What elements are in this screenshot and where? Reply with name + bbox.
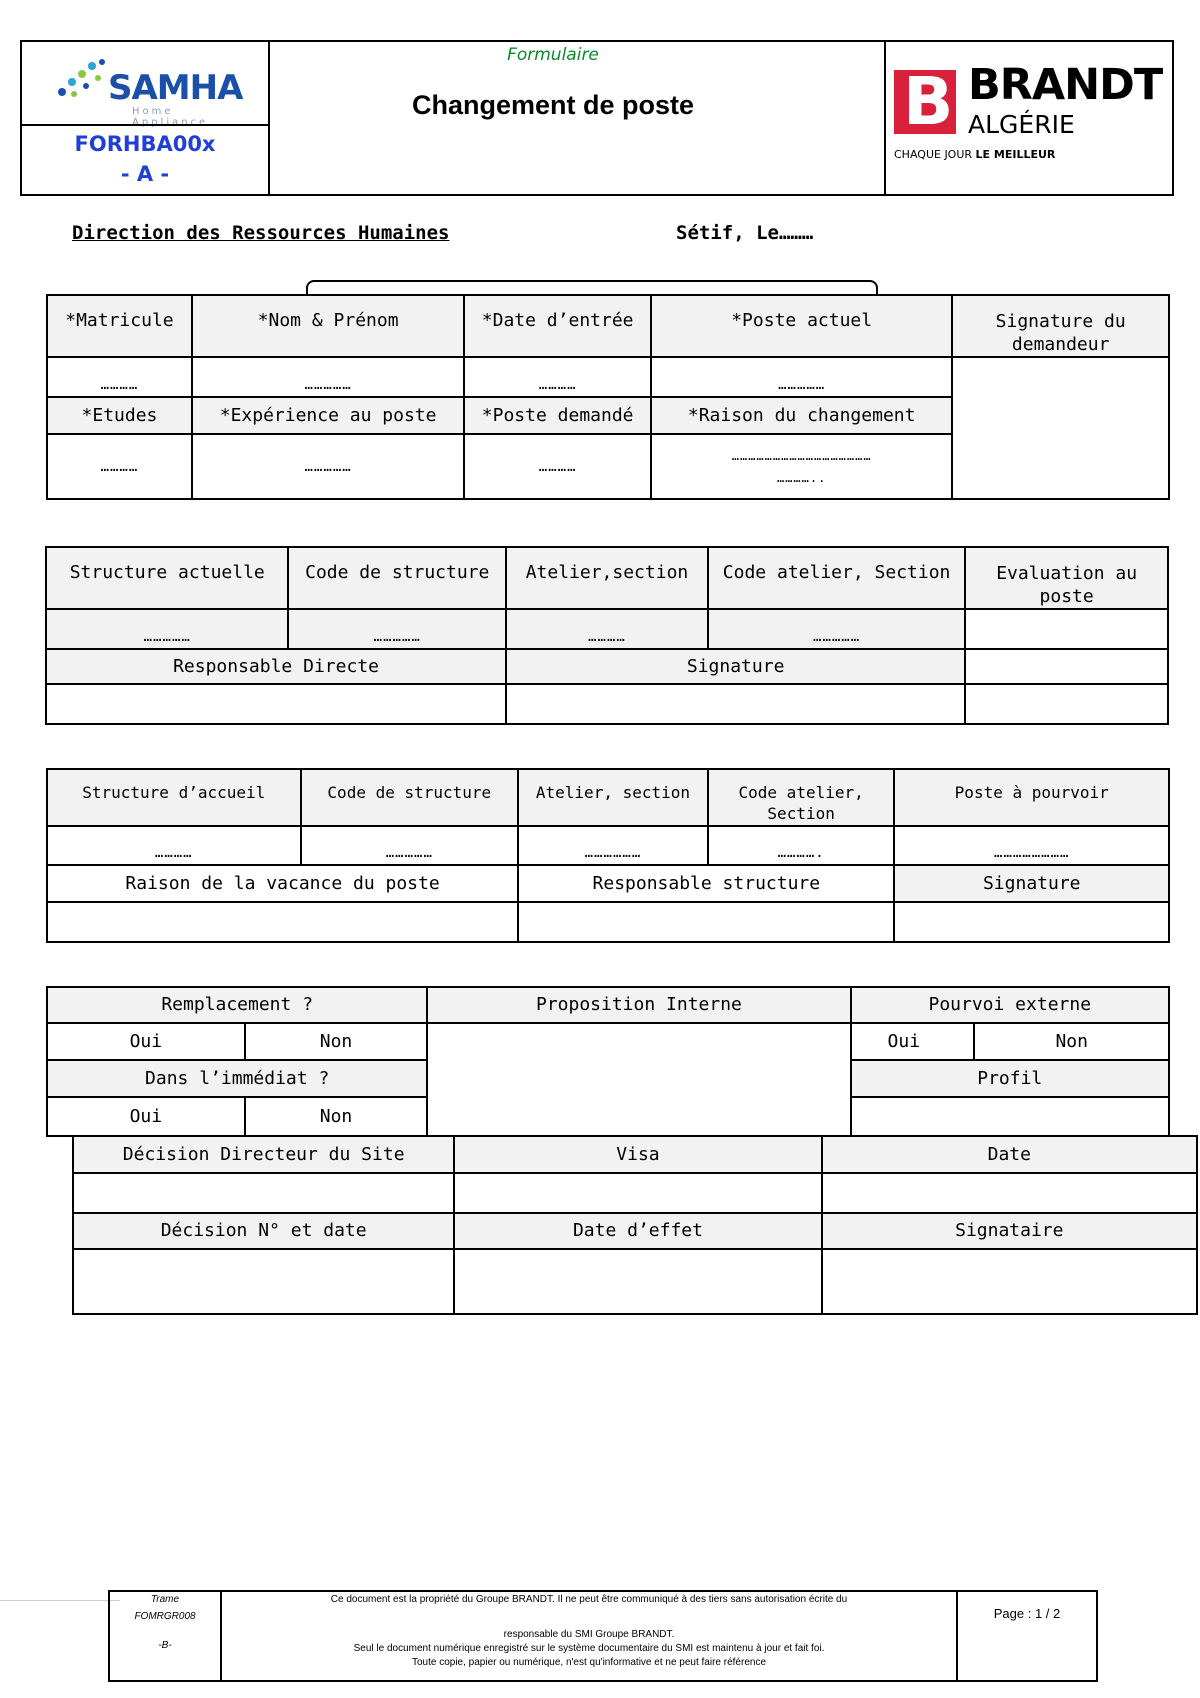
- header-structure-actuelle: Structure actuelle: [46, 547, 288, 609]
- signature-demandeur-field[interactable]: [952, 357, 1169, 499]
- footer-page-cell: [956, 1592, 1096, 1680]
- department-label: Direction des Ressources Humaines: [72, 222, 450, 244]
- label-responsable-structure: Responsable structure: [518, 865, 894, 902]
- header-code-structure: Code de structure: [288, 547, 506, 609]
- header-evaluation: Evaluation au poste: [965, 547, 1168, 609]
- label-proposition-interne: Proposition Interne: [427, 987, 850, 1023]
- atelier-section-accueil-field[interactable]: ………………: [518, 826, 708, 865]
- raison-changement-field[interactable]: …………………………………………… …………..: [651, 434, 952, 499]
- responsable-structure-field[interactable]: [518, 902, 894, 942]
- notice-line-2: responsable du SMI Groupe BRANDT.: [503, 1629, 675, 1640]
- brandt-logo-text: BRANDT: [968, 60, 1163, 110]
- proposition-interne-field[interactable]: [427, 1023, 850, 1136]
- notice-line-4: Toute copie, papier ou numérique, n'est qu'informative et ne peut faire référence: [411, 1657, 767, 1668]
- bracket-decoration: [306, 280, 878, 294]
- divider: [22, 124, 268, 126]
- label-signature-accueil: Signature: [894, 865, 1169, 902]
- remplacement-oui-option[interactable]: Oui: [47, 1023, 245, 1060]
- label-dans-immediat: Dans l’immédiat ?: [47, 1060, 427, 1097]
- document-footer: [108, 1590, 1098, 1682]
- header-signature-demandeur: Signature du demandeur: [952, 295, 1169, 357]
- signataire-field[interactable]: [822, 1249, 1197, 1314]
- code-structure-field[interactable]: ……………: [288, 609, 506, 649]
- place-date-field[interactable]: Sétif, Le………: [676, 222, 814, 244]
- header-code-atelier: Code atelier, Section: [708, 547, 965, 609]
- brandt-tagline: CHAQUE JOUR LE MEILLEUR: [894, 148, 1056, 161]
- replacement-table: [46, 986, 1170, 1137]
- immediat-non-option[interactable]: Non: [245, 1097, 428, 1136]
- experience-field[interactable]: ……………: [192, 434, 464, 499]
- decision-table: [72, 1135, 1198, 1315]
- page-number: Page : 1 / 2: [993, 1606, 1061, 1621]
- header-poste-demande: *Poste demandé: [464, 397, 651, 434]
- label-signataire: Signataire: [822, 1213, 1197, 1249]
- divider: [0, 1600, 120, 1601]
- trame-label: Trame: [150, 1594, 180, 1605]
- document-header: [20, 40, 1174, 196]
- signature-responsable-field[interactable]: [506, 684, 965, 724]
- signature-accueil-field[interactable]: [894, 902, 1169, 942]
- samha-dots-icon: [52, 54, 112, 104]
- code-atelier-field[interactable]: ……………: [708, 609, 965, 649]
- host-structure-table: [46, 768, 1170, 943]
- raison-vacance-field[interactable]: [47, 902, 518, 942]
- pourvoi-oui-option[interactable]: Oui: [851, 1023, 975, 1060]
- header-etudes: *Etudes: [47, 397, 192, 434]
- trame-version: -B-: [158, 1640, 172, 1651]
- header-structure-accueil: Structure d’accueil: [47, 769, 301, 826]
- date-field[interactable]: [822, 1173, 1197, 1213]
- label-visa: Visa: [454, 1136, 821, 1173]
- header-matricule: *Matricule: [47, 295, 192, 357]
- evaluation-extra-cell[interactable]: [965, 649, 1168, 684]
- responsable-directe-field[interactable]: [46, 684, 506, 724]
- evaluation-field[interactable]: [965, 609, 1168, 649]
- header-date-entree: *Date d’entrée: [464, 295, 651, 357]
- etudes-field[interactable]: …………: [47, 434, 192, 499]
- label-profil: Profil: [851, 1060, 1169, 1097]
- header-poste-actuel: *Poste actuel: [651, 295, 952, 357]
- code-structure-accueil-field[interactable]: ……………: [301, 826, 519, 865]
- header-nom-prenom: *Nom & Prénom: [192, 295, 464, 357]
- header-experience: *Expérience au poste: [192, 397, 464, 434]
- header-right-cell: [884, 42, 1172, 194]
- structure-accueil-field[interactable]: …………: [47, 826, 301, 865]
- notice-line-3: Seul le document numérique enregistré sur le système documentaire du SMI est maintenu à jour et fait foi.: [353, 1643, 825, 1654]
- date-effet-field[interactable]: [454, 1249, 821, 1314]
- samha-logo-text: SAMHA: [108, 68, 243, 108]
- remplacement-non-option[interactable]: Non: [245, 1023, 428, 1060]
- structure-actuelle-field[interactable]: ……………: [46, 609, 288, 649]
- profil-field[interactable]: [851, 1097, 1169, 1136]
- poste-actuel-field[interactable]: ……………: [651, 357, 952, 397]
- footer-notice-cell: [222, 1592, 956, 1680]
- label-decision-numero: Décision N° et date: [73, 1213, 454, 1249]
- current-structure-table: [45, 546, 1169, 725]
- header-poste-pourvoir: Poste à pourvoir: [894, 769, 1169, 826]
- label-date: Date: [822, 1136, 1197, 1173]
- matricule-field[interactable]: …………: [47, 357, 192, 397]
- footer-trame-cell: [110, 1592, 222, 1680]
- decision-directeur-field[interactable]: [73, 1173, 454, 1213]
- date-entree-field[interactable]: …………: [464, 357, 651, 397]
- immediat-oui-option[interactable]: Oui: [47, 1097, 245, 1136]
- notice-line-1: Ce document est la propriété du Groupe BRANDT. Il ne peut être communiqué à des tiers sans autorisation écrite du: [330, 1594, 848, 1605]
- header-atelier-section: Atelier,section: [506, 547, 708, 609]
- code-atelier-accueil-field[interactable]: ………….: [708, 826, 895, 865]
- trame-code: FOMRGR008: [134, 1611, 196, 1622]
- nom-prenom-field[interactable]: ……………: [192, 357, 464, 397]
- poste-demande-field[interactable]: …………: [464, 434, 651, 499]
- samha-logo-subtext: Home Appliance: [132, 106, 209, 128]
- samha-logo: [52, 54, 252, 128]
- label-date-effet: Date d’effet: [454, 1213, 821, 1249]
- label-signature: Signature: [506, 649, 965, 684]
- decision-numero-field[interactable]: [73, 1249, 454, 1314]
- label-raison-vacance: Raison de la vacance du poste: [47, 865, 518, 902]
- evaluation-extra-cell-2[interactable]: [965, 684, 1168, 724]
- header-atelier-section-accueil: Atelier, section: [518, 769, 708, 826]
- header-code-structure-accueil: Code de structure: [301, 769, 519, 826]
- brandt-b-icon: B: [894, 70, 956, 134]
- brandt-country: ALGÉRIE: [968, 110, 1075, 139]
- label-responsable-directe: Responsable Directe: [46, 649, 506, 684]
- document-version: - A -: [120, 162, 170, 186]
- document-code: FORHBA00x: [74, 132, 216, 156]
- header-code-atelier-accueil: Code atelier, Section: [708, 769, 895, 826]
- poste-pourvoir-field[interactable]: ……………………: [894, 826, 1169, 865]
- employee-info-table: [46, 294, 1170, 500]
- atelier-section-field[interactable]: …………: [506, 609, 708, 649]
- header-raison-changement: *Raison du changement: [651, 397, 952, 434]
- page-title: Changement de poste: [411, 90, 695, 120]
- form-type-label: Formulaire: [507, 45, 599, 65]
- label-pourvoi-externe: Pourvoi externe: [851, 987, 1169, 1023]
- label-decision-directeur: Décision Directeur du Site: [73, 1136, 454, 1173]
- label-remplacement: Remplacement ?: [47, 987, 427, 1023]
- pourvoi-non-option[interactable]: Non: [974, 1023, 1169, 1060]
- visa-field[interactable]: [454, 1173, 821, 1213]
- header-left-cell: [22, 42, 270, 194]
